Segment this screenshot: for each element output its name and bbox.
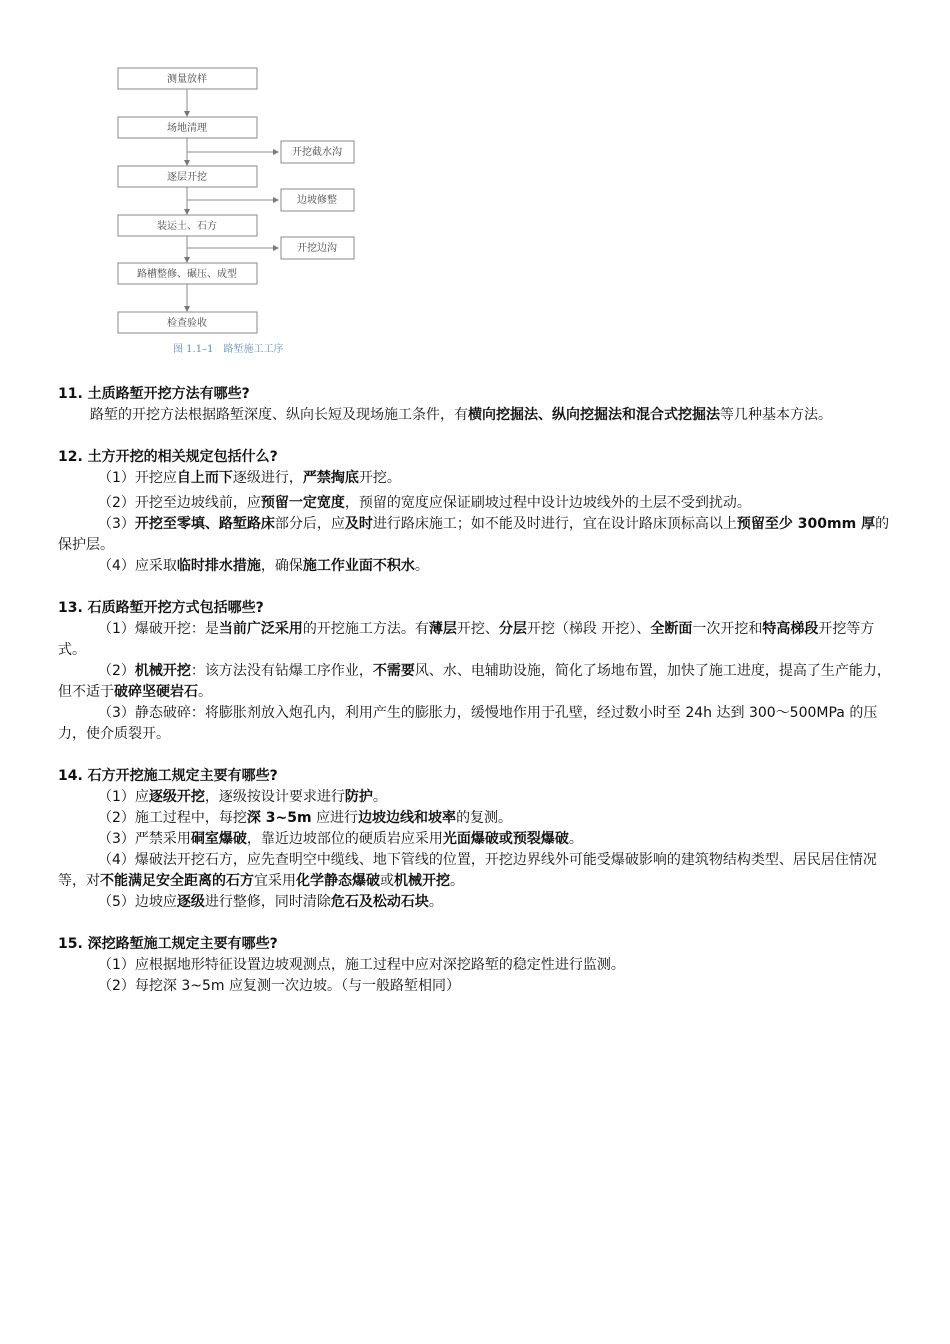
figure-caption: 图 1.1–1 路堑施工工序: [173, 344, 284, 355]
list-item: （2）机械开挖：该方法没有钻爆工序作业，不需要风、水、电辅助设施，简化了场地布置，加快了施工进度，提高了生产能力，但不适于破碎坚硬岩石。: [58, 663, 891, 700]
list-item: （1）爆破开挖：是当前广泛采用的开挖施工方法。有薄层开挖、分层开挖（梯段 开挖）、全断面一次开挖和特高梯段开挖等方式。: [58, 621, 875, 658]
answer-paragraph: 路堑的开挖方法根据路堑深度、纵向长短及现场施工条件，有横向挖掘法、纵向挖掘法和混合式挖掘法等几种基本方法。: [90, 407, 832, 423]
list-item: （3）开挖至零填、路堑路床部分后，应及时进行路床施工；如不能及时进行，宜在设计路床顶标高以上预留至少 300mm 厚的保护层。: [58, 516, 890, 553]
section-q14: [58, 766, 893, 913]
section-q13: [58, 598, 893, 745]
flow-step-6: 检查验收: [167, 318, 207, 329]
flow-side-step-3: 开挖边沟: [297, 243, 337, 254]
list-item: （2）每挖深 3~5m 应复测一次边坡。（与一般路堑相同）: [98, 978, 461, 994]
flow-step-1: 测量放样: [167, 74, 207, 85]
list-item: （1）开挖应自上而下逐级进行，严禁掏底开挖。: [98, 470, 401, 486]
document-body: [58, 384, 893, 997]
flow-step-5: 路槽整修、碾压、成型: [137, 269, 237, 280]
list-item: （1）应根据地形特征设置边坡观测点，施工过程中应对深挖路堑的稳定性进行监测。: [98, 957, 625, 973]
flow-branch-arrow: [187, 144, 278, 152]
question-title: 15. 深挖路堑施工规定主要有哪些?: [58, 936, 278, 952]
list-item: （4）应采取临时排水措施，确保施工作业面不积水。: [98, 558, 429, 574]
list-item: （2）施工过程中，每挖深 3~5m 应进行边坡边线和坡率的复测。: [98, 810, 513, 826]
list-item: （4）爆破法开挖石方，应先查明空中缆线、地下管线的位置，开挖边界线外可能受爆破影响的建筑物结构类型、居民居住情况等，对不能满足安全距离的石方宜采用化学静态爆破或机械开挖。: [58, 852, 877, 889]
list-item: （2）开挖至边坡线前，应预留一定宽度，预留的宽度应保证刷坡过程中设计边坡线外的土层不受到扰动。: [98, 495, 751, 511]
section-q12: [58, 447, 893, 577]
flow-step-4: 装运土、石方: [157, 221, 217, 232]
flow-branch-arrow: [187, 241, 278, 248]
question-title: 12. 土方开挖的相关规定包括什么?: [58, 449, 278, 465]
list-item: （1）应逐级开挖，逐级按设计要求进行防护。: [98, 789, 387, 805]
flow-side-step-1: 开挖截水沟: [292, 147, 342, 158]
flow-step-2: 场地清理: [167, 123, 207, 134]
flow-step-3: 逐层开挖: [167, 172, 207, 183]
question-title: 13. 石质路堑开挖方式包括哪些?: [58, 600, 264, 616]
list-item: （5）边坡应逐级进行整修，同时清除危石及松动石块。: [98, 894, 443, 910]
flow-side-step-2: 边坡修整: [297, 195, 337, 206]
question-title: 11. 土质路堑开挖方法有哪些?: [58, 386, 250, 402]
flowchart-svg: [100, 60, 400, 360]
construction-flowchart: [100, 60, 400, 360]
list-item: （3）静态破碎：将膨胀剂放入炮孔内，利用产生的膨胀力，缓慢地作用于孔壁，经过数小时至 24h 达到 300～500MPa 的压力，使介质裂开。: [58, 705, 878, 742]
flow-branch-arrow: [187, 192, 278, 200]
section-q11: [58, 384, 893, 426]
list-item: （3）严禁采用硐室爆破，靠近边坡部位的硬质岩应采用光面爆破或预裂爆破。: [98, 831, 583, 847]
section-q15: [58, 934, 893, 997]
question-title: 14. 石方开挖施工规定主要有哪些?: [58, 768, 278, 784]
